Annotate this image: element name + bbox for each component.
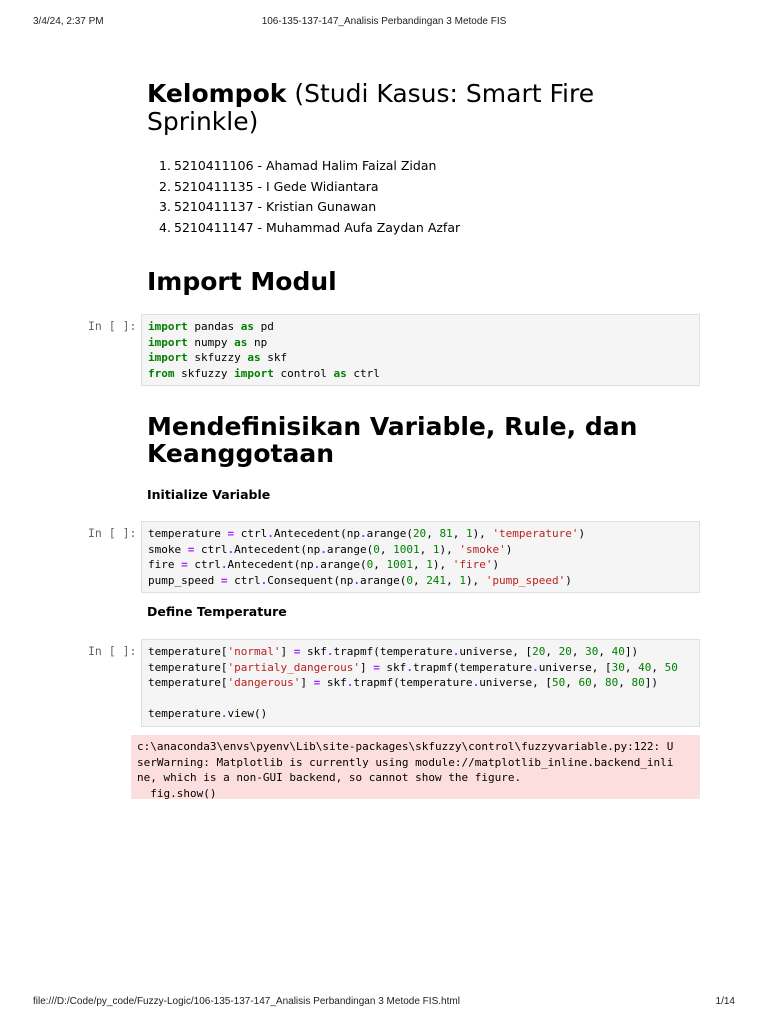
code-token: pandas <box>187 320 241 333</box>
code-token: 1001 <box>386 558 413 572</box>
stderr-line: ne, which is a non-GUI backend, so cannot show the figure. <box>137 771 522 785</box>
code-token: ctrl <box>346 366 380 380</box>
code-token: ) <box>492 558 500 572</box>
code-line <box>148 319 693 335</box>
code-token: 1 <box>432 542 440 556</box>
code-token: Antecedent(np <box>234 542 321 556</box>
code-token: , <box>591 676 606 690</box>
cell-prompt: In [ ]: <box>88 644 137 658</box>
code-token: 'smoke' <box>459 542 506 556</box>
code-line <box>148 691 693 707</box>
code-token: . <box>260 573 268 587</box>
list-number: 1. <box>159 158 171 173</box>
code-token: skf <box>320 676 347 690</box>
heading-import-modul: Import Modul <box>147 267 337 296</box>
code-token: temperature <box>148 527 228 540</box>
code-token: skfuzzy <box>174 366 235 380</box>
code-token: import <box>148 351 188 365</box>
code-token: , <box>545 645 559 658</box>
code-token: = <box>220 573 228 587</box>
heading-initialize-variable: Initialize Variable <box>147 487 271 502</box>
heading-line-2: Keanggotaan <box>147 439 335 468</box>
code-token: 81 <box>439 527 453 540</box>
code-token: import <box>148 335 188 349</box>
code-line <box>148 660 693 676</box>
code-cell-temperature[interactable] <box>141 639 700 727</box>
code-token: 'temperature' <box>492 527 579 540</box>
list-item <box>147 218 460 239</box>
page-title <box>147 80 687 136</box>
code-token: = <box>227 527 235 540</box>
member-text: 5210411106 - Ahamad Halim Faizal Zidan <box>174 158 437 173</box>
code-line <box>148 335 693 351</box>
code-token: smoke <box>148 542 188 556</box>
code-token: ] <box>280 645 294 658</box>
code-token: 60 <box>578 676 592 690</box>
code-token: 40 <box>611 645 625 658</box>
code-token: 20 <box>532 645 546 658</box>
code-token: = <box>181 558 188 572</box>
code-token: numpy <box>187 335 235 349</box>
heading-mendefinisikan <box>147 413 637 467</box>
code-token: trapmf(temperature <box>353 676 473 690</box>
code-token: 1 <box>459 573 466 587</box>
code-token: = <box>313 676 321 690</box>
code-token: as <box>240 320 254 333</box>
code-token: universe, [ <box>479 676 553 690</box>
code-token: . <box>346 676 354 690</box>
code-token: , <box>419 542 433 556</box>
code-token: , <box>598 645 612 658</box>
cell-prompt: In [ ]: <box>88 526 137 540</box>
code-line <box>148 644 693 660</box>
code-token: as <box>234 335 248 349</box>
code-token: ]) <box>624 645 639 658</box>
code-token: . <box>359 527 367 540</box>
code-token: . <box>326 645 334 658</box>
heading-define-temperature: Define Temperature <box>147 604 287 619</box>
code-token: , <box>412 558 427 572</box>
print-url: file:///D:/Code/py_code/Fuzzy-Logic/106-135-137-147_Analisis Perbandingan 3 Metode FIS.html <box>33 996 460 1007</box>
list-number: 2. <box>159 178 171 194</box>
list-item <box>147 177 460 198</box>
stderr-line: c:\anaconda3\envs\pyenv\Lib\site-packages\skfuzzy\control\fuzzyvariable.py:122: U <box>137 740 674 753</box>
print-footer <box>0 996 768 1010</box>
code-token: temperature[ <box>148 660 228 674</box>
stderr-line: fig.show() <box>137 786 217 799</box>
code-token: arange( <box>326 542 374 556</box>
stderr-line: serWarning: Matplotlib is currently using module://matplotlib_inline.backend_inli <box>137 755 674 769</box>
code-token: , <box>565 676 579 690</box>
code-token: ) <box>505 542 513 556</box>
title-rest-2: Sprinkle) <box>147 107 259 136</box>
code-token: 80 <box>631 676 645 690</box>
code-token: 80 <box>605 676 619 690</box>
code-token: = <box>293 645 301 658</box>
code-token: . <box>406 660 413 674</box>
code-token: ctrl <box>187 558 221 572</box>
code-token: fire <box>148 558 182 572</box>
code-token: trapmf(temperature <box>412 660 533 674</box>
code-token: = <box>373 660 380 674</box>
code-token: , <box>379 542 394 556</box>
code-token: import <box>234 366 274 380</box>
code-line <box>148 675 693 691</box>
code-token: from <box>148 366 175 380</box>
member-text: 5210411137 - Kristian Gunawan <box>174 199 377 214</box>
code-token: 1 <box>426 558 433 572</box>
code-token: . <box>353 573 360 587</box>
list-number: 3. <box>159 199 171 214</box>
code-token: skf <box>379 660 407 674</box>
title-rest-1: (Studi Kasus: Smart Fire <box>286 79 595 108</box>
print-header <box>0 16 768 30</box>
code-token: 'pump_speed' <box>485 573 566 587</box>
code-token: 0 <box>366 558 374 572</box>
list-item <box>147 156 460 177</box>
code-token: import <box>148 320 188 333</box>
code-token: , <box>373 558 387 572</box>
cell-prompt: In [ ]: <box>88 319 137 333</box>
code-cell-import[interactable] <box>141 314 700 386</box>
code-token: . <box>313 558 321 572</box>
code-token: 0 <box>373 542 380 556</box>
member-text: 5210411147 - Muhammad Aufa Zaydan Azfar <box>174 219 461 235</box>
code-token: temperature[ <box>148 676 228 690</box>
code-token: ]) <box>644 676 659 690</box>
code-token: ] <box>300 676 314 690</box>
code-token: temperature <box>148 707 221 721</box>
code-token: , <box>426 527 440 540</box>
code-token: 30 <box>611 660 625 674</box>
code-token: arange( <box>366 527 413 540</box>
code-token: , <box>571 645 586 658</box>
code-token: , <box>446 573 460 587</box>
member-list <box>147 156 460 238</box>
list-item <box>147 197 460 218</box>
code-token: ), <box>465 573 486 587</box>
code-token: temperature[ <box>148 645 228 658</box>
code-token: . <box>320 542 327 556</box>
code-token: 20 <box>558 645 572 658</box>
code-token: 20 <box>412 527 427 540</box>
code-line <box>148 526 693 542</box>
code-line <box>148 350 693 366</box>
code-token: control <box>273 366 334 380</box>
code-token: 'normal' <box>227 645 281 658</box>
code-token: . <box>227 542 235 556</box>
code-token: ), <box>439 542 460 556</box>
code-token: 50 <box>664 660 678 674</box>
code-token: Antecedent(np <box>227 558 314 572</box>
code-token: 50 <box>552 676 566 690</box>
code-token: view() <box>227 707 268 721</box>
code-token: ) <box>565 573 572 587</box>
code-token: 'dangerous' <box>227 676 301 690</box>
code-cell-initialize[interactable] <box>141 521 700 593</box>
code-token: . <box>472 676 480 690</box>
code-token: 1 <box>465 527 473 540</box>
print-datetime: 3/4/24, 2:37 PM <box>33 16 104 27</box>
code-line <box>148 706 693 722</box>
stderr-output <box>131 735 700 799</box>
code-token: ] <box>359 660 374 674</box>
code-token: as <box>247 351 261 365</box>
code-token: , <box>452 527 466 540</box>
code-token: as <box>333 366 347 380</box>
code-line <box>148 366 693 382</box>
code-token: 1001 <box>393 542 420 556</box>
code-token: Antecedent(np <box>273 527 360 540</box>
code-token: pd <box>253 320 274 333</box>
code-token: 241 <box>426 573 447 587</box>
code-token: , <box>412 573 427 587</box>
code-token: 'fire' <box>452 558 493 572</box>
code-token: np <box>247 335 268 349</box>
code-token: 40 <box>638 660 652 674</box>
code-token: = <box>187 542 195 556</box>
code-token: . <box>532 660 539 674</box>
member-text: 5210411135 - I Gede Widiantara <box>174 178 379 194</box>
code-token: 0 <box>406 573 413 587</box>
code-line <box>148 557 693 573</box>
code-token: ), <box>432 558 453 572</box>
code-token: , <box>651 660 665 674</box>
print-doc-title: 106-135-137-147_Analisis Perbandingan 3 Metode FIS <box>261 16 507 27</box>
code-token: ctrl <box>234 527 268 540</box>
code-line <box>148 573 693 589</box>
code-token: 'partialy_dangerous' <box>227 660 360 674</box>
code-token: arange( <box>320 558 367 572</box>
code-token: . <box>220 558 228 572</box>
code-token: pump_speed <box>148 573 221 587</box>
list-number: 4. <box>159 219 171 235</box>
heading-line-1: Mendefinisikan Variable, Rule, dan <box>147 412 638 441</box>
print-page-number: 1/14 <box>715 996 735 1007</box>
title-bold: Kelompok <box>147 79 287 108</box>
code-token: ) <box>578 527 586 540</box>
code-token: . <box>220 707 228 721</box>
code-token: universe, [ <box>459 645 533 658</box>
code-token: skfuzzy <box>187 351 248 365</box>
code-token: . <box>452 645 460 658</box>
code-token: trapmf(temperature <box>333 645 453 658</box>
code-token: Consequent(np <box>267 573 354 587</box>
code-token: ), <box>472 527 493 540</box>
code-token: , <box>624 660 639 674</box>
code-token: skf <box>260 351 288 365</box>
code-token: ctrl <box>194 542 228 556</box>
code-line <box>148 542 693 558</box>
code-token: ctrl <box>227 573 261 587</box>
code-token: . <box>267 527 274 540</box>
code-token: arange( <box>359 573 407 587</box>
code-token: 30 <box>585 645 599 658</box>
code-token: skf <box>300 645 327 658</box>
code-token: universe, [ <box>538 660 612 674</box>
code-token: , <box>618 676 632 690</box>
